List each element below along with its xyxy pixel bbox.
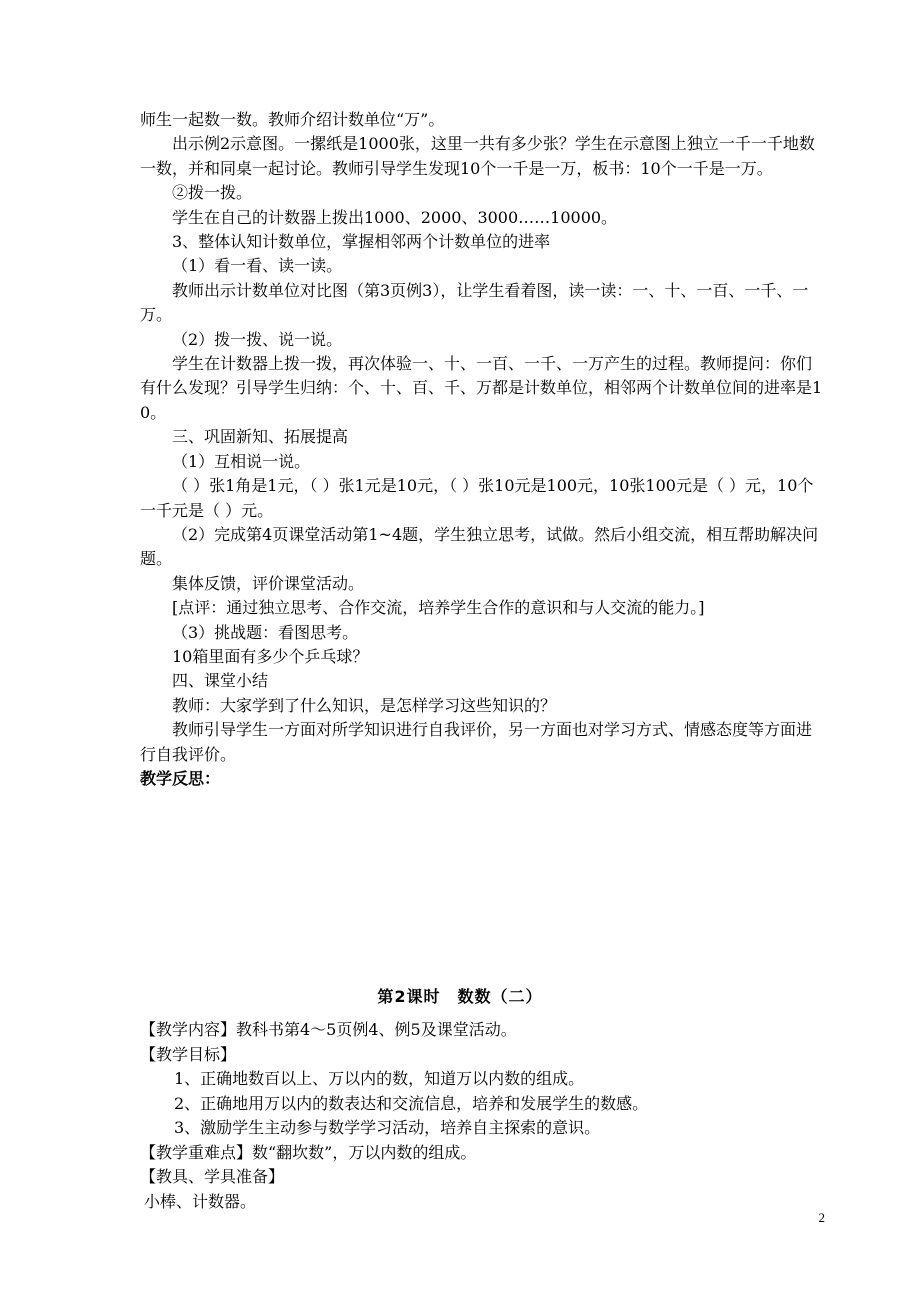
paragraph: 三、巩固新知、拓展提高 [172,427,349,447]
paragraph: 学生在自己的计数器上拨出1000、2000、3000……10000。 [172,207,618,227]
lesson-title: 第2课时 数数（二） [377,987,543,1006]
reflection-label: 教学反思： [140,768,221,788]
page-number: 2 [818,1210,825,1225]
paragraph: ②拨一拨。 [172,183,253,203]
lesson-body [140,108,825,791]
paragraph: （2）完成第4页课堂活动第1~4题，学生独立思考，试做。然后小组交流，相互帮助解决问题。 [140,524,819,569]
paragraph: 教师：大家学到了什么知识，是怎样学习这些知识的？ [172,695,557,715]
paragraph: 10箱里面有多少个乒乓球？ [172,646,369,666]
materials: 小棒、计数器。 [144,1191,257,1211]
paragraph: [点评：通过独立思考、合作交流，培养学生合作的意识和与人交流的能力。] [172,598,705,618]
paragraph: （3）挑战题：看图思考。 [172,622,359,642]
paragraph: 教师出示计数单位对比图（第3页例3），让学生看着图，读一读：一、十、一百、一千、一万。 [140,280,809,325]
lesson2-body [140,1018,825,1214]
materials-label: 【教具、学具准备】 [140,1167,285,1186]
paragraph: 出示例2示意图。一摞纸是1000张，这里一共有多少张？学生在示意图上独立一千一千地数一数，并和同桌一起讨论。教师引导学生发现10个一千是一万，板书：10个一千是一万。 [140,134,815,178]
paragraph: 四、课堂小结 [172,671,269,691]
paragraph: 集体反馈，评价课堂活动。 [172,573,365,593]
paragraph: 3、整体认知计数单位，掌握相邻两个计数单位的进率 [172,232,551,252]
teaching-content: 【教学内容】教科书第4～5页例4、例5及课堂活动。 [140,1020,517,1039]
key-points: 【教学重难点】数“翻坎数”，万以内数的组成。 [140,1142,477,1162]
objective-item: 1、正确地数百以上、万以内的数，知道万以内数的组成。 [174,1069,585,1088]
objectives-label: 【教学目标】 [140,1044,237,1064]
paragraph: （1）看一看、读一读。 [172,256,343,276]
paragraph: 师生一起数一数。教师介绍计数单位“万”。 [140,110,445,129]
paragraph: （ ）张1角是1元，（ ）张1元是10元，（ ）张10元是100元，10张100元是（ ）元，10个一千元是（ ）元。 [140,476,814,520]
objective-item: 2、正确地用万以内的数表达和交流信息，培养和发展学生的数感。 [174,1093,649,1113]
objective-item: 3、激励学生主动参与数学学习活动，培养自主探索的意识。 [174,1118,601,1137]
paragraph: （2）拨一拨、说一说。 [172,329,343,349]
paragraph: （1）互相说一说。 [172,451,311,471]
paragraph: 学生在计数器上拨一拨，再次体验一、十、一百、一千、一万产生的过程。教师提问：你们有什么发现？引导学生归纳：个、十、百、千、万都是计数单位，相邻两个计数单位间的进率是10。 [140,354,823,422]
paragraph: 教师引导学生一方面对所学知识进行自我评价，另一方面也对学习方式、情感态度等方面进行自我评价。 [140,720,813,764]
